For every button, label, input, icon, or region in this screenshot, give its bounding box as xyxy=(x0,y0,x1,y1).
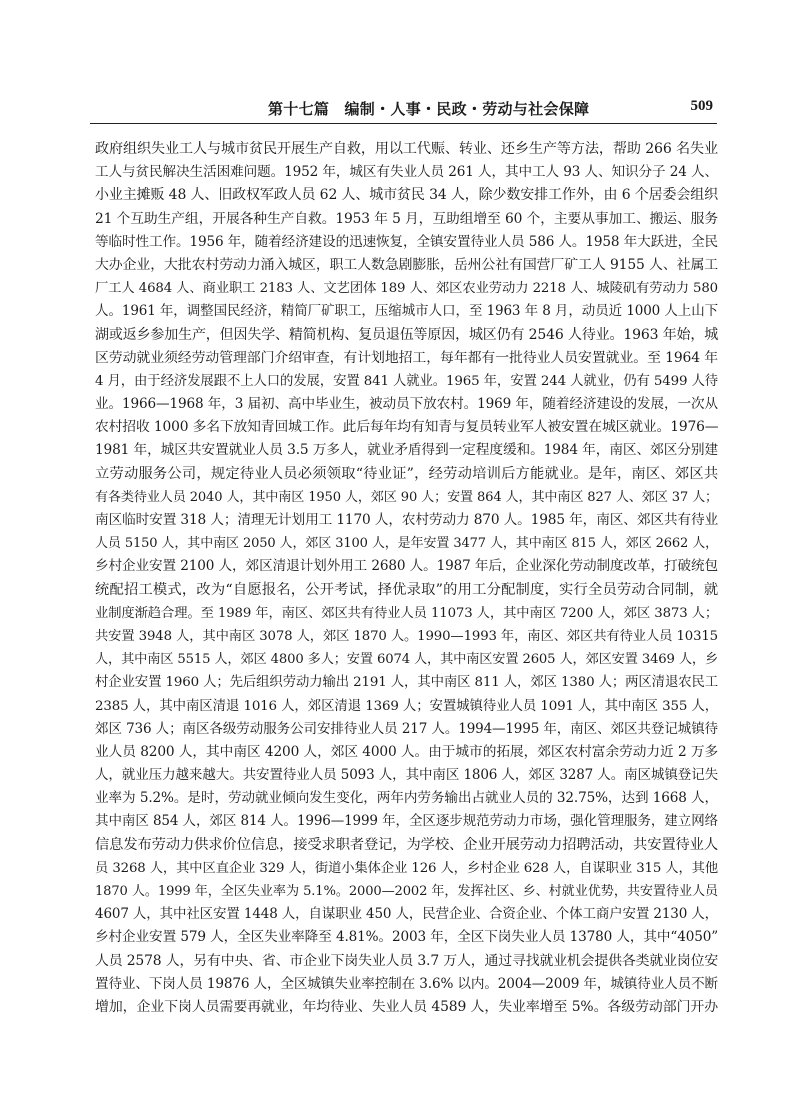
text-line: 人员 5150 人，其中南区 2050 人，郊区 3100 人，是年安置 3477 人，其中南区 815 人，郊区 2662 人， xyxy=(95,536,718,552)
text-line: 信息发布劳动力供求价位信息，接受求职者登记，为学校、企业开展劳动力招聘活动，共安置待业人 xyxy=(95,836,718,853)
text-line: 人，其中南区 5515 人，郊区 4800 多人；安置 6074 人，其中南区安置 2605 人，郊区安置 3469 人，乡 xyxy=(95,652,718,668)
text-line: 业制度渐趋合理。至 1989 年，南区、郊区共有待业人员 11073 人，其中南区 7200 人，郊区 3873 人； xyxy=(95,605,718,621)
text-line: 置待业、下岗人员 19876 人，全区城镇失业率控制在 3.6% 以内。2004—2009 年，城镇待业人员不断 xyxy=(95,975,718,992)
text-line: 南区临时安置 318 人；清理无计划用工 1170 人，农村劳动力 870 人。1985 年，南区、郊区共有待业 xyxy=(95,512,718,528)
text-line: 乡村企业安置 579 人，全区失业率降至 4.81%。2003 年，全区下岗失业人员 13780 人，其中“4050” xyxy=(95,929,718,946)
text-line: 工人与贫民解决生活困难问题。1952 年，城区有失业人员 261 人，其中工人 93 人、知识分子 24 人、 xyxy=(95,164,718,181)
text-line: 乡村企业安置 2100 人，郊区清退计划外用工 2680 人。1987 年后，企业深化劳动制度改革，打破统包 xyxy=(95,558,718,575)
text-line: 政府组织失业工人与城市贫民开展生产自救，用以工代赈、转业、还乡生产等方法，帮助 266 名失业 xyxy=(95,141,718,157)
text-line: 4607 人，其中社区安置 1448 人，自谋职业 450 人，民营企业、合资企业、个体工商户安置 2130 人， xyxy=(95,906,718,923)
text-line: 2385 人，其中南区清退 1016 人，郊区清退 1369 人；安置城镇待业人员 1091 人，其中南区 355 人， xyxy=(95,698,718,714)
chapter-title: 第十七篇 编制・人事・民政・劳动与社会保障 xyxy=(268,100,590,118)
text-line: 1870 人。1999 年，全区失业率为 5.1%。2000—2002 年，发挥社区、乡、村就业优势，共安置待业人员 xyxy=(95,884,718,899)
text-line: 人。1961 年，调整国民经济，精简厂矿职工，压缩城市人口，至 1963 年 8 月，动员近 1000 人上山下 xyxy=(95,303,718,320)
text-line: 增加，企业下岗人员需要再就业，年均待业、失业人员 4589 人，失业率增至 5%。各级劳动部门开办 xyxy=(95,998,718,1015)
text-line: 人员 2578 人，另有中央、省、市企业下岗失业人员 3.7 万人，通过寻找就业机会提供各类就业岗位安 xyxy=(95,952,718,969)
text-line: 湖或返乡参加生产，但因失学、精简机构、复员退伍等原因，城区仍有 2546 人待业。1963 年始，城 xyxy=(95,326,718,343)
text-line: 立劳动服务公司，规定待业人员必须领取“待业证”，经劳动培训后方能就业。是年，南区、郊区共 xyxy=(95,465,718,482)
text-line: 村企业安置 1960 人；先后组织劳动力输出 2191 人，其中南区 811 人，郊区 1380 人；两区清退农民工 xyxy=(95,675,718,691)
page-number: 509 xyxy=(690,98,713,114)
text-line: 其中南区 854 人，郊区 814 人。1996—1999 年，全区逐步规范劳动力市场，强化管理服务，建立网络 xyxy=(95,813,718,830)
text-line: 农村招收 1000 多名下放知青回城工作。此后每年均有知青与复员转业军人被安置在城区就业。1976— xyxy=(95,419,718,436)
text-line: 共安置 3948 人，其中南区 3078 人，郊区 1870 人。1990—1993 年，南区、郊区共有待业人员 10315 xyxy=(95,628,718,644)
text-line: 等临时性工作。1956 年，随着经济建设的迅速恢复，全镇安置待业人员 586 人。1958 年大跃进，全民 xyxy=(95,233,718,250)
page-header xyxy=(90,96,717,122)
text-line: 员 3268 人，其中区直企业 329 人，街道小集体企业 126 人，乡村企业 628 人，自谋职业 315 人，其他 xyxy=(95,860,718,876)
text-line: 厂工人 4684 人、商业职工 2183 人、文艺团体 189 人、郊区农业劳动力 2218 人、城陵矶有劳动力 580 xyxy=(95,281,718,297)
text-line: 郊区 736 人；南区各级劳动服务公司安排待业人员 217 人。1994—1995 年，南区、郊区共登记城镇待 xyxy=(95,720,718,737)
text-line: 有各类待业人员 2040 人，其中南区 1950 人，郊区 90 人；安置 864 人，其中南区 827 人、郊区 37 人； xyxy=(95,489,718,505)
text-line: 小业主摊贩 48 人、旧政权军政人员 62 人、城市贫民 34 人，除少数安排工作外，由 6 个居委会组织 xyxy=(95,187,718,204)
text-line: 业。1966—1968 年，3 届初、高中毕业生，被动员下放农村。1969 年，随着经济建设的发展，一次从 xyxy=(95,396,718,413)
text-line: 大办企业，大批农村劳动力涌入城区，职工人数急剧膨胀，岳州公社有国营厂矿工人 9155 人、社属工 xyxy=(95,256,718,273)
text-line: 21 个互助生产组，开展各种生产自救。1953 年 5 月，互助组增至 60 个，主要从事加工、搬运、服务 xyxy=(95,210,718,227)
text-line: 1981 年，城区共安置就业人员 3.5 万多人，就业矛盾得到一定程度缓和。1984 年，南区、郊区分别建 xyxy=(95,442,718,459)
text-line: 业人员 8200 人，其中南区 4200 人，郊区 4000 人。由于城市的拓展，郊区农村富余劳动力近 2 万多 xyxy=(95,743,718,760)
body-paragraph xyxy=(95,138,718,1019)
header-rule xyxy=(90,123,717,124)
text-line: 区劳动就业须经劳动管理部门介绍审查，有计划地招工，每年都有一批待业人员安置就业。至 1964 年 xyxy=(95,349,718,366)
text-line: 业率为 5.2%。是时，劳动就业倾向发生变化，两年内劳务输出占就业人员的 32.75%，达到 1668 人， xyxy=(95,790,718,807)
text-line: 统配招工模式，改为“自愿报名，公开考试，择优录取”的用工分配制度，实行全员劳动合同制，就 xyxy=(95,581,718,598)
text-line: 4 月，由于经济发展跟不上人口的发展，安置 841 人就业。1965 年，安置 244 人就业，仍有 5499 人待 xyxy=(95,373,718,389)
text-line: 人，就业压力越来越大。共安置待业人员 5093 人，其中南区 1806 人，郊区 3287 人。南区城镇登记失 xyxy=(95,767,718,784)
